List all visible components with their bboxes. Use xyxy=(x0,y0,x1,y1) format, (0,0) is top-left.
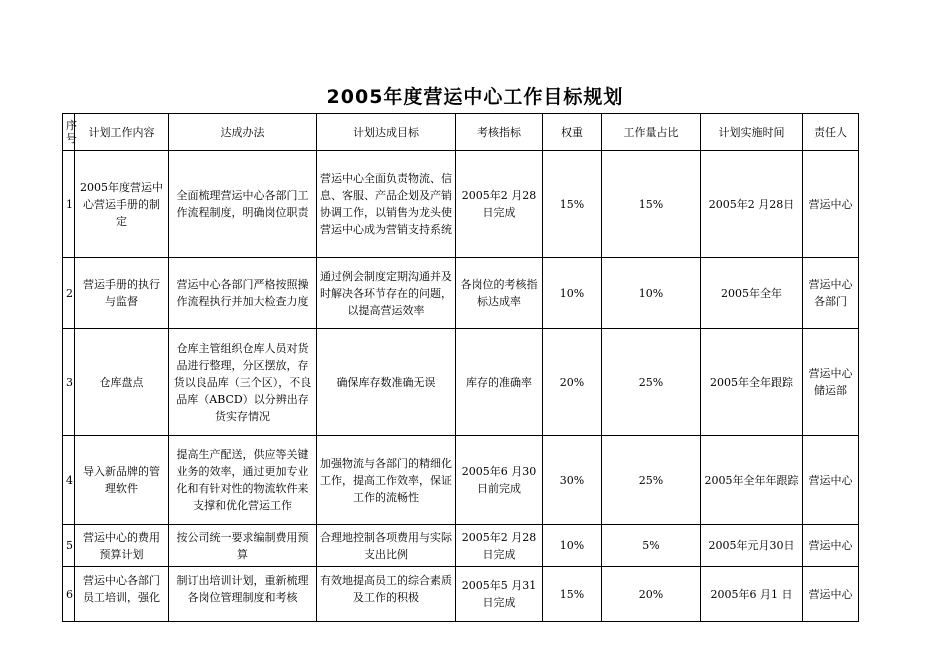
cell-no: 1 xyxy=(63,151,75,258)
cell-kpi: 库存的准确率 xyxy=(456,329,543,436)
cell-target: 合理地控制各项费用与实际支出比例 xyxy=(317,525,456,567)
cell-method: 提高生产配送，供应等关键业务的效率，通过更加专业化和有针对性的物流软件来支撑和优化营运工作 xyxy=(169,436,317,525)
cell-weight: 15% xyxy=(543,151,602,258)
table-row xyxy=(63,525,859,567)
header-no: 序号 xyxy=(63,114,75,151)
cell-owner: 营运中心 xyxy=(803,151,859,258)
cell-content: 仓库盘点 xyxy=(75,329,169,436)
header-content: 计划工作内容 xyxy=(75,114,169,151)
cell-time: 2005年全年年跟踪 xyxy=(701,436,803,525)
cell-method: 全面梳理营运中心各部门工作流程制度，明确岗位职责 xyxy=(169,151,317,258)
cell-workload: 25% xyxy=(602,329,701,436)
cell-target: 营运中心全面负责物流、信息、客服、产品企划及产销协调工作，以销售为龙头使营运中心成为营销支持系统 xyxy=(317,151,456,258)
cell-owner: 营运中心各部门 xyxy=(803,258,859,329)
cell-kpi: 2005年6 月30日前完成 xyxy=(456,436,543,525)
cell-content: 导入新品牌的管理软件 xyxy=(75,436,169,525)
header-target: 计划达成目标 xyxy=(317,114,456,151)
table-row xyxy=(63,329,859,436)
cell-method: 营运中心各部门严格按照操作流程执行并加大检查力度 xyxy=(169,258,317,329)
work-plan-table xyxy=(62,113,859,622)
header-owner: 责任人 xyxy=(803,114,859,151)
cell-weight: 10% xyxy=(543,258,602,329)
cell-method: 制订出培训计划，重新梳理各岗位管理制度和考核 xyxy=(169,567,317,622)
cell-workload: 25% xyxy=(602,436,701,525)
cell-time: 2005年全年 xyxy=(701,258,803,329)
cell-weight: 10% xyxy=(543,525,602,567)
table-row xyxy=(63,567,859,622)
cell-workload: 20% xyxy=(602,567,701,622)
cell-no: 3 xyxy=(63,329,75,436)
cell-time: 2005年6 月1 日 xyxy=(701,567,803,622)
cell-kpi: 各岗位的考核指标达成率 xyxy=(456,258,543,329)
cell-time: 2005年全年跟踪 xyxy=(701,329,803,436)
cell-workload: 15% xyxy=(602,151,701,258)
cell-kpi: 2005年2 月28日完成 xyxy=(456,151,543,258)
cell-owner: 营运中心 xyxy=(803,436,859,525)
header-time: 计划实施时间 xyxy=(701,114,803,151)
cell-workload: 10% xyxy=(602,258,701,329)
header-weight: 权重 xyxy=(543,114,602,151)
table-row xyxy=(63,258,859,329)
table-row xyxy=(63,436,859,525)
cell-content: 营运手册的执行与监督 xyxy=(75,258,169,329)
table-header-row xyxy=(63,114,859,151)
cell-target: 加强物流与各部门的精细化工作，提高工作效率，保证工作的流畅性 xyxy=(317,436,456,525)
page-title: 2005年度营运中心工作目标规划 xyxy=(326,86,624,108)
cell-content: 2005年度营运中心营运手册的制定 xyxy=(75,151,169,258)
cell-weight: 30% xyxy=(543,436,602,525)
cell-method: 仓库主管组织仓库人员对货品进行整理，分区摆放，存货以良品库（三个区），不良品库（ABCD）以分辨出存货实存情况 xyxy=(169,329,317,436)
header-method: 达成办法 xyxy=(169,114,317,151)
cell-workload: 5% xyxy=(602,525,701,567)
cell-owner: 营运中心 xyxy=(803,525,859,567)
cell-target: 有效地提高员工的综合素质及工作的积极 xyxy=(317,567,456,622)
cell-time: 2005年2 月28日 xyxy=(701,151,803,258)
cell-owner: 营运中心储运部 xyxy=(803,329,859,436)
cell-method: 按公司统一要求编制费用预算 xyxy=(169,525,317,567)
cell-no: 2 xyxy=(63,258,75,329)
cell-owner: 营运中心 xyxy=(803,567,859,622)
cell-no: 4 xyxy=(63,436,75,525)
header-workload: 工作量占比 xyxy=(602,114,701,151)
table-row xyxy=(63,151,859,258)
cell-kpi: 2005年2 月28日完成 xyxy=(456,525,543,567)
cell-content: 营运中心的费用预算计划 xyxy=(75,525,169,567)
cell-target: 确保库存数准确无误 xyxy=(317,329,456,436)
cell-target: 通过例会制度定期沟通并及时解决各环节存在的问题，以提高营运效率 xyxy=(317,258,456,329)
cell-content: 营运中心各部门员工培训，强化 xyxy=(75,567,169,622)
cell-no: 6 xyxy=(63,567,75,622)
cell-kpi: 2005年5 月31日完成 xyxy=(456,567,543,622)
cell-weight: 20% xyxy=(543,329,602,436)
header-kpi: 考核指标 xyxy=(456,114,543,151)
cell-no: 5 xyxy=(63,525,75,567)
cell-time: 2005年元月30日 xyxy=(701,525,803,567)
cell-weight: 15% xyxy=(543,567,602,622)
